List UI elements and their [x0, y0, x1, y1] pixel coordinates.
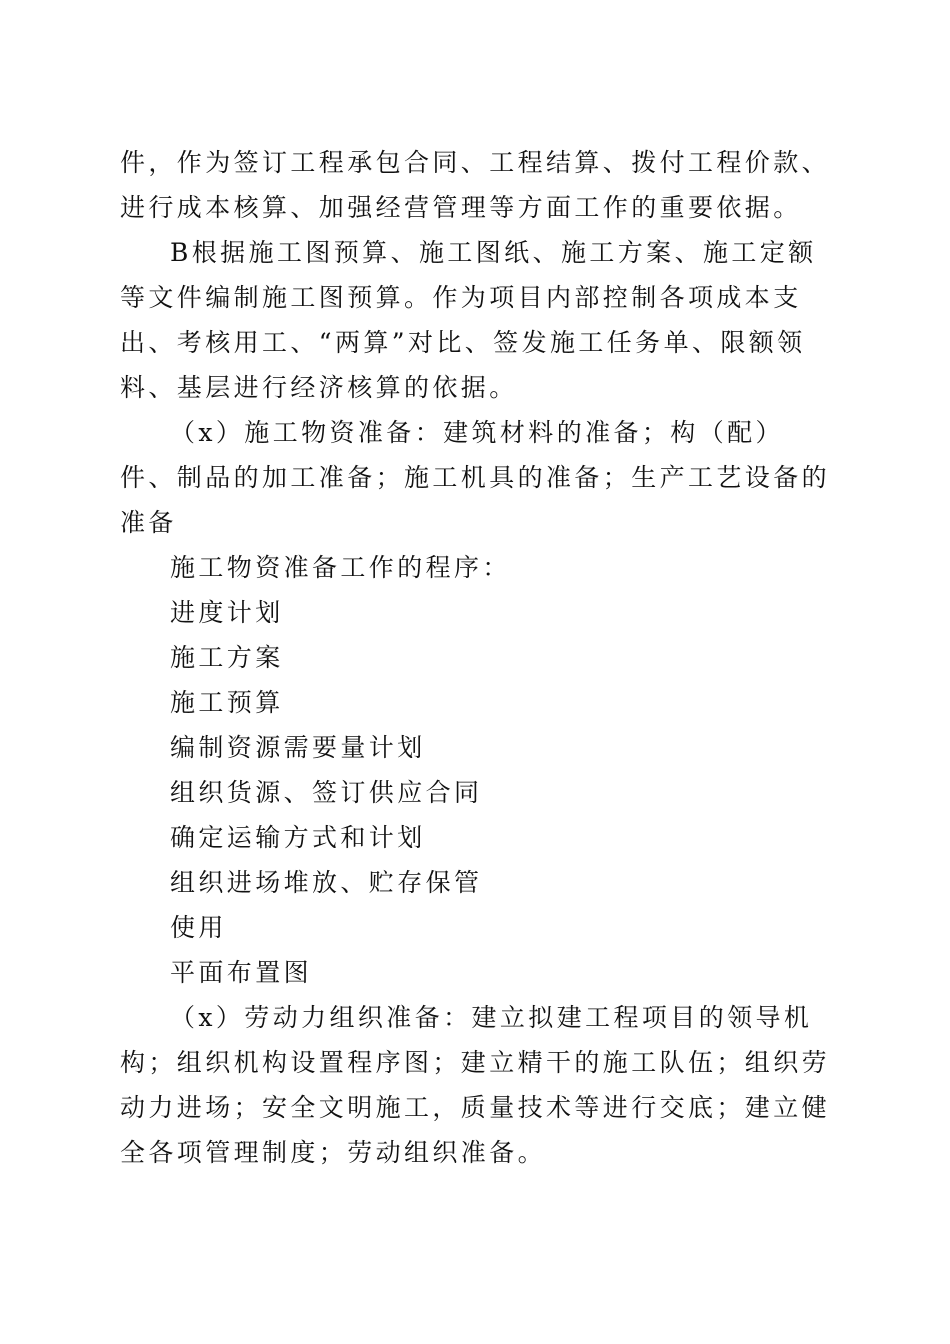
procedure-step: 确定运输方式和计划: [170, 823, 426, 852]
procedure-step: 施工预算: [170, 688, 284, 717]
procedure-step: 组织进场堆放、贮存保管: [170, 868, 483, 897]
paragraph-labor-preparation: （x）劳动力组织准备：建立拟建工程项目的领导机构；组织机构设置程序图；建立精干的施工队伍；组织劳动力进场；安全文明施工，质量技术等进行交底；建立健全各项管理制度；劳动组织准备。: [120, 1003, 831, 1167]
procedure-heading: 施工物资准备工作的程序：: [170, 553, 511, 582]
paragraph-construction-budget: B根据施工图预算、施工图纸、施工方案、施工定额等文件编制施工图预算。作为项目内部控制各项成本支出、考核用工、“两算”对比、签发施工任务单、限额领料、基层进行经济核算的依据。: [120, 238, 817, 402]
procedure-step: 组织货源、签订供应合同: [170, 778, 483, 807]
procedure-step: 平面布置图: [170, 958, 313, 987]
document-body: [120, 140, 832, 1175]
paragraph-continuation: 件，作为签订工程承包合同、工程结算、拨付工程价款、进行成本核算、加强经营管理等方面工作的重要依据。: [120, 148, 831, 222]
procedure-step: 编制资源需要量计划: [170, 733, 426, 762]
procedure-step: 进度计划: [170, 598, 284, 627]
procedure-step: 施工方案: [170, 643, 284, 672]
paragraph-material-preparation: （x）施工物资准备：建筑材料的准备；构（配）件、制品的加工准备；施工机具的准备；生产工艺设备的准备: [120, 418, 831, 537]
procedure-step: 使用: [170, 913, 227, 942]
